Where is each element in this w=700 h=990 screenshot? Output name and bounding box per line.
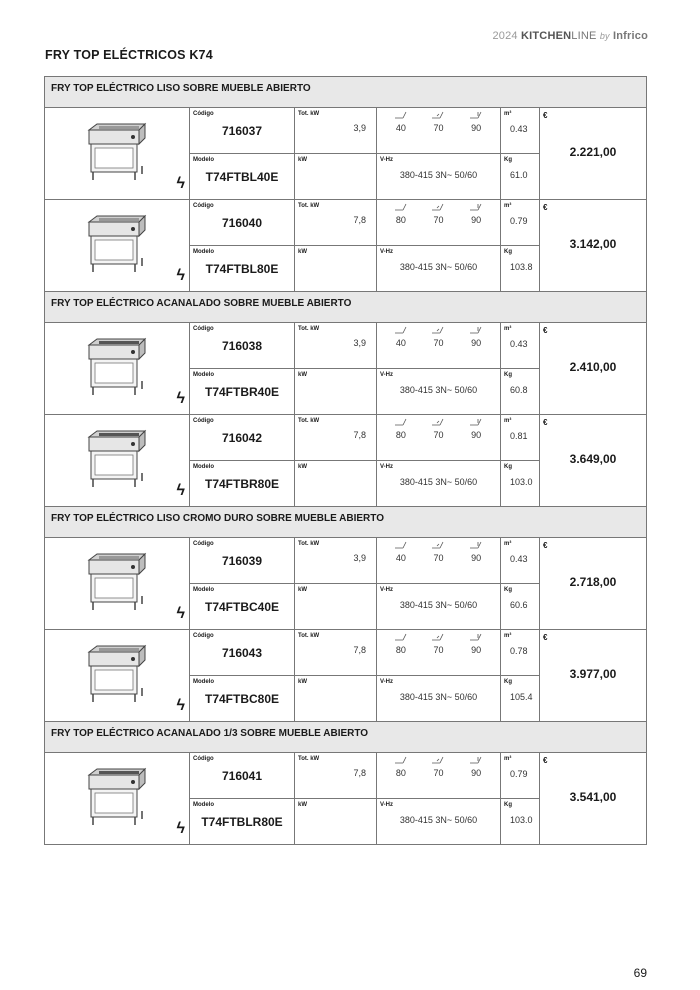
code-cell xyxy=(190,753,295,798)
electric-bolt-icon: ϟ xyxy=(176,175,185,192)
thermometer-low-icon xyxy=(394,417,408,427)
weight-cell xyxy=(501,154,540,200)
thermometer-low-icon xyxy=(394,325,408,335)
product-data xyxy=(190,630,540,721)
product-data-bottom xyxy=(190,369,540,415)
brand-header xyxy=(492,30,648,42)
product-code: 716043 xyxy=(221,646,263,660)
thermometer-low-icon xyxy=(394,540,408,550)
brand-year: 2024 xyxy=(492,30,518,42)
code-cell xyxy=(190,538,295,583)
tot-kw-value: 3,9 xyxy=(353,553,366,563)
product-data xyxy=(190,415,540,506)
weight-value: 103.8 xyxy=(510,261,533,272)
thermometer-high-icon xyxy=(469,202,483,212)
kw-cell xyxy=(295,369,377,415)
thermometer-mid-icon xyxy=(431,755,445,765)
tot-kw-label: Tot. kW xyxy=(298,756,320,762)
product-code: 716037 xyxy=(221,124,263,138)
product-price: 2.718,00 xyxy=(569,575,617,589)
thermometer-mid-icon xyxy=(431,110,445,120)
product-code: 716040 xyxy=(221,216,263,230)
temperature-cell xyxy=(377,630,501,675)
volume-label: m³ xyxy=(504,541,512,547)
product-price: 2.221,00 xyxy=(569,145,617,159)
model-label: Modelo xyxy=(193,248,214,255)
product-model: T74FTBR80E xyxy=(204,476,280,491)
vhz-label: V-Hz xyxy=(380,801,394,808)
temp-value: 40 xyxy=(395,123,406,133)
euro-label: € xyxy=(543,418,548,427)
fry-top-unit-illustration xyxy=(85,429,147,491)
vhz-cell xyxy=(377,369,501,415)
euro-label: € xyxy=(543,541,548,550)
volume-cell xyxy=(501,200,540,245)
temp-value: 90 xyxy=(471,645,482,655)
model-cell xyxy=(190,369,295,415)
product-data-bottom xyxy=(190,154,540,200)
volume-cell xyxy=(501,630,540,675)
weight-value: 103.0 xyxy=(510,476,533,487)
kw-label: kW xyxy=(298,156,307,163)
code-cell xyxy=(190,630,295,675)
temp-value: 80 xyxy=(395,430,406,440)
product-model: T74FTBL40E xyxy=(205,169,279,184)
code-cell xyxy=(190,200,295,245)
electric-bolt-icon: ϟ xyxy=(176,820,185,837)
temp-value: 90 xyxy=(471,338,482,348)
product-data-top xyxy=(190,630,540,676)
product-data xyxy=(190,323,540,414)
model-cell xyxy=(190,154,295,200)
product-code: 716042 xyxy=(221,431,263,445)
temperature-cell xyxy=(377,538,501,583)
tot-kw-value: 3,9 xyxy=(353,338,366,348)
thermometer-high-icon xyxy=(469,632,483,642)
product-row xyxy=(45,630,646,722)
brand-line: LINE xyxy=(571,30,597,42)
vhz-label: V-Hz xyxy=(380,678,394,685)
volume-value: 0.43 xyxy=(510,124,528,134)
price-cell xyxy=(540,630,646,721)
product-code: 716039 xyxy=(221,554,263,568)
thermometer-low-icon xyxy=(394,755,408,765)
thermometer-mid-icon xyxy=(431,417,445,427)
product-model: T74FTBLR80E xyxy=(201,814,283,829)
weight-value: 61.0 xyxy=(510,169,528,180)
vhz-label: V-Hz xyxy=(380,463,394,470)
product-data-bottom xyxy=(190,676,540,722)
temperature-cell xyxy=(377,200,501,245)
tot-kw-value: 7,8 xyxy=(353,645,366,655)
thermometer-mid-icon xyxy=(431,632,445,642)
kw-label: kW xyxy=(298,463,307,470)
code-label: Código xyxy=(193,541,214,547)
kw-cell xyxy=(295,799,377,845)
weight-value: 105.4 xyxy=(510,691,533,702)
tot-kw-cell xyxy=(295,753,377,798)
vhz-label: V-Hz xyxy=(380,586,394,593)
product-image-cell xyxy=(45,538,190,629)
price-cell xyxy=(540,108,646,199)
product-price: 3.977,00 xyxy=(569,667,617,681)
volume-value: 0.81 xyxy=(510,431,528,441)
product-code: 716038 xyxy=(221,339,263,353)
brand-kitchen: KITCHEN xyxy=(520,30,572,42)
kw-cell xyxy=(295,676,377,722)
price-cell xyxy=(540,323,646,414)
volume-value: 0.79 xyxy=(510,769,528,779)
euro-label: € xyxy=(543,203,548,212)
weight-label: Kg xyxy=(504,678,512,685)
product-data xyxy=(190,753,540,844)
volume-cell xyxy=(501,753,540,798)
tot-kw-cell xyxy=(295,415,377,460)
vhz-value: 380-415 3N~ 50/60 xyxy=(399,476,478,487)
euro-label: € xyxy=(543,326,548,335)
model-label: Modelo xyxy=(193,371,214,378)
weight-cell xyxy=(501,246,540,292)
vhz-cell xyxy=(377,246,501,292)
vhz-value: 380-415 3N~ 50/60 xyxy=(399,599,478,610)
temp-value: 40 xyxy=(395,553,406,563)
temp-value: 70 xyxy=(433,768,444,778)
volume-cell xyxy=(501,323,540,368)
temperature-cell xyxy=(377,323,501,368)
code-label: Código xyxy=(193,418,214,424)
product-data-bottom xyxy=(190,461,540,507)
temp-value: 80 xyxy=(395,645,406,655)
tot-kw-value: 7,8 xyxy=(353,215,366,225)
model-cell xyxy=(190,246,295,292)
volume-label: m³ xyxy=(504,418,512,424)
fry-top-unit-illustration xyxy=(85,122,147,184)
weight-label: Kg xyxy=(504,463,512,470)
thermometer-mid-icon xyxy=(431,540,445,550)
model-cell xyxy=(190,584,295,630)
kw-label: kW xyxy=(298,371,307,378)
fry-top-unit-illustration xyxy=(85,644,147,706)
product-image-cell xyxy=(45,108,190,199)
product-code: 716041 xyxy=(221,769,263,783)
weight-label: Kg xyxy=(504,248,512,255)
thermometer-mid-icon xyxy=(431,202,445,212)
temp-value: 90 xyxy=(471,553,482,563)
thermometer-high-icon xyxy=(469,755,483,765)
thermometer-high-icon xyxy=(469,325,483,335)
weight-cell xyxy=(501,584,540,630)
product-row xyxy=(45,108,646,200)
kw-cell xyxy=(295,461,377,507)
product-image-cell xyxy=(45,323,190,414)
product-data xyxy=(190,200,540,291)
tot-kw-label: Tot. kW xyxy=(298,541,320,547)
code-label: Código xyxy=(193,326,214,332)
price-cell xyxy=(540,415,646,506)
model-label: Modelo xyxy=(193,801,214,808)
brand-by: by xyxy=(599,31,610,41)
vhz-value: 380-415 3N~ 50/60 xyxy=(399,691,478,702)
model-cell xyxy=(190,799,295,845)
volume-value: 0.43 xyxy=(510,554,528,564)
vhz-value: 380-415 3N~ 50/60 xyxy=(399,261,478,272)
volume-cell xyxy=(501,108,540,153)
tot-kw-cell xyxy=(295,538,377,583)
vhz-value: 380-415 3N~ 50/60 xyxy=(399,814,478,825)
weight-value: 103.0 xyxy=(510,814,533,825)
code-label: Código xyxy=(193,633,214,639)
vhz-label: V-Hz xyxy=(380,156,394,163)
electric-bolt-icon: ϟ xyxy=(176,697,185,714)
tot-kw-value: 3,9 xyxy=(353,123,366,133)
tot-kw-label: Tot. kW xyxy=(298,418,320,424)
kw-cell xyxy=(295,154,377,200)
product-model: T74FTBC80E xyxy=(204,691,280,706)
volume-label: m³ xyxy=(504,756,512,762)
code-cell xyxy=(190,108,295,153)
product-data-bottom xyxy=(190,584,540,630)
volume-cell xyxy=(501,415,540,460)
weight-label: Kg xyxy=(504,586,512,593)
weight-label: Kg xyxy=(504,371,512,378)
page-number: 69 xyxy=(633,966,647,980)
temp-value: 70 xyxy=(433,645,444,655)
product-image-cell xyxy=(45,200,190,291)
model-label: Modelo xyxy=(193,156,214,163)
product-price: 2.410,00 xyxy=(569,360,617,374)
electric-bolt-icon: ϟ xyxy=(176,482,185,499)
product-model: T74FTBL80E xyxy=(205,261,279,276)
temp-value: 70 xyxy=(433,338,444,348)
tot-kw-label: Tot. kW xyxy=(298,633,320,639)
product-data-bottom xyxy=(190,246,540,292)
weight-cell xyxy=(501,369,540,415)
volume-label: m³ xyxy=(504,111,512,117)
weight-cell xyxy=(501,676,540,722)
tot-kw-label: Tot. kW xyxy=(298,203,320,209)
temp-value: 90 xyxy=(471,430,482,440)
volume-value: 0.79 xyxy=(510,216,528,226)
product-image-cell xyxy=(45,415,190,506)
section-header: FRY TOP ELÉCTRICO LISO SOBRE MUEBLE ABIERTO xyxy=(45,77,646,108)
weight-cell xyxy=(501,461,540,507)
thermometer-mid-icon xyxy=(431,325,445,335)
euro-label: € xyxy=(543,111,548,120)
electric-bolt-icon: ϟ xyxy=(176,390,185,407)
vhz-value: 380-415 3N~ 50/60 xyxy=(399,169,478,180)
product-data-top xyxy=(190,200,540,246)
vhz-cell xyxy=(377,154,501,200)
volume-value: 0.43 xyxy=(510,339,528,349)
product-catalog-table xyxy=(44,76,647,845)
tot-kw-label: Tot. kW xyxy=(298,111,320,117)
product-data-top xyxy=(190,415,540,461)
product-data-top xyxy=(190,538,540,584)
temp-value: 90 xyxy=(471,215,482,225)
temp-value: 40 xyxy=(395,338,406,348)
section-header: FRY TOP ELÉCTRICO LISO CROMO DURO SOBRE MUEBLE ABIERTO xyxy=(45,507,646,538)
product-data-top xyxy=(190,323,540,369)
product-data xyxy=(190,538,540,629)
vhz-label: V-Hz xyxy=(380,371,394,378)
electric-bolt-icon: ϟ xyxy=(176,267,185,284)
temperature-cell xyxy=(377,753,501,798)
vhz-cell xyxy=(377,676,501,722)
weight-label: Kg xyxy=(504,156,512,163)
electric-bolt-icon: ϟ xyxy=(176,605,185,622)
model-cell xyxy=(190,676,295,722)
product-row xyxy=(45,753,646,845)
tot-kw-value: 7,8 xyxy=(353,430,366,440)
temperature-cell xyxy=(377,415,501,460)
kw-label: kW xyxy=(298,248,307,255)
volume-label: m³ xyxy=(504,326,512,332)
brand-infrico: Infrico xyxy=(612,30,648,42)
product-image-cell xyxy=(45,753,190,844)
kw-label: kW xyxy=(298,586,307,593)
tot-kw-label: Tot. kW xyxy=(298,326,320,332)
vhz-cell xyxy=(377,461,501,507)
fry-top-unit-illustration xyxy=(85,337,147,399)
section-header: FRY TOP ELÉCTRICO ACANALADO 1/3 SOBRE MUEBLE ABIERTO xyxy=(45,722,646,753)
vhz-value: 380-415 3N~ 50/60 xyxy=(399,384,478,395)
tot-kw-cell xyxy=(295,108,377,153)
product-row xyxy=(45,538,646,630)
thermometer-high-icon xyxy=(469,110,483,120)
weight-label: Kg xyxy=(504,801,512,808)
volume-value: 0.78 xyxy=(510,646,528,656)
temp-value: 80 xyxy=(395,768,406,778)
model-label: Modelo xyxy=(193,586,214,593)
product-row xyxy=(45,415,646,507)
tot-kw-cell xyxy=(295,630,377,675)
thermometer-low-icon xyxy=(394,632,408,642)
fry-top-unit-illustration xyxy=(85,767,147,829)
temp-value: 70 xyxy=(433,215,444,225)
code-label: Código xyxy=(193,756,214,762)
product-row xyxy=(45,323,646,415)
thermometer-low-icon xyxy=(394,202,408,212)
product-price: 3.541,00 xyxy=(569,790,617,804)
tot-kw-cell xyxy=(295,200,377,245)
fry-top-unit-illustration xyxy=(85,214,147,276)
temp-value: 70 xyxy=(433,123,444,133)
section-header: FRY TOP ELÉCTRICO ACANALADO SOBRE MUEBLE ABIERTO xyxy=(45,292,646,323)
code-cell xyxy=(190,323,295,368)
volume-label: m³ xyxy=(504,203,512,209)
thermometer-low-icon xyxy=(394,110,408,120)
kw-cell xyxy=(295,584,377,630)
vhz-label: V-Hz xyxy=(380,248,394,255)
tot-kw-cell xyxy=(295,323,377,368)
price-cell xyxy=(540,538,646,629)
temp-value: 70 xyxy=(433,553,444,563)
fry-top-unit-illustration xyxy=(85,552,147,614)
temperature-cell xyxy=(377,108,501,153)
euro-label: € xyxy=(543,633,548,642)
temp-value: 90 xyxy=(471,768,482,778)
kw-cell xyxy=(295,246,377,292)
price-cell xyxy=(540,200,646,291)
code-label: Código xyxy=(193,203,214,209)
temp-value: 70 xyxy=(433,430,444,440)
model-label: Modelo xyxy=(193,463,214,470)
product-row xyxy=(45,200,646,292)
product-price: 3.142,00 xyxy=(569,237,617,251)
tot-kw-value: 7,8 xyxy=(353,768,366,778)
temp-value: 90 xyxy=(471,123,482,133)
product-data-bottom xyxy=(190,799,540,845)
vhz-cell xyxy=(377,584,501,630)
vhz-cell xyxy=(377,799,501,845)
product-image-cell xyxy=(45,630,190,721)
product-price: 3.649,00 xyxy=(569,452,617,466)
euro-label: € xyxy=(543,756,548,765)
volume-cell xyxy=(501,538,540,583)
kw-label: kW xyxy=(298,678,307,685)
price-cell xyxy=(540,753,646,844)
model-label: Modelo xyxy=(193,678,214,685)
model-cell xyxy=(190,461,295,507)
product-data-top xyxy=(190,753,540,799)
page-title: FRY TOP ELÉCTRICOS K74 xyxy=(45,48,213,62)
temp-value: 80 xyxy=(395,215,406,225)
product-data-top xyxy=(190,108,540,154)
weight-value: 60.8 xyxy=(510,384,528,395)
kw-label: kW xyxy=(298,801,307,808)
code-cell xyxy=(190,415,295,460)
thermometer-high-icon xyxy=(469,540,483,550)
weight-cell xyxy=(501,799,540,845)
product-data xyxy=(190,108,540,199)
product-model: T74FTBC40E xyxy=(204,599,280,614)
product-model: T74FTBR40E xyxy=(204,384,280,399)
thermometer-high-icon xyxy=(469,417,483,427)
code-label: Código xyxy=(193,111,214,117)
volume-label: m³ xyxy=(504,633,512,639)
weight-value: 60.6 xyxy=(510,599,528,610)
